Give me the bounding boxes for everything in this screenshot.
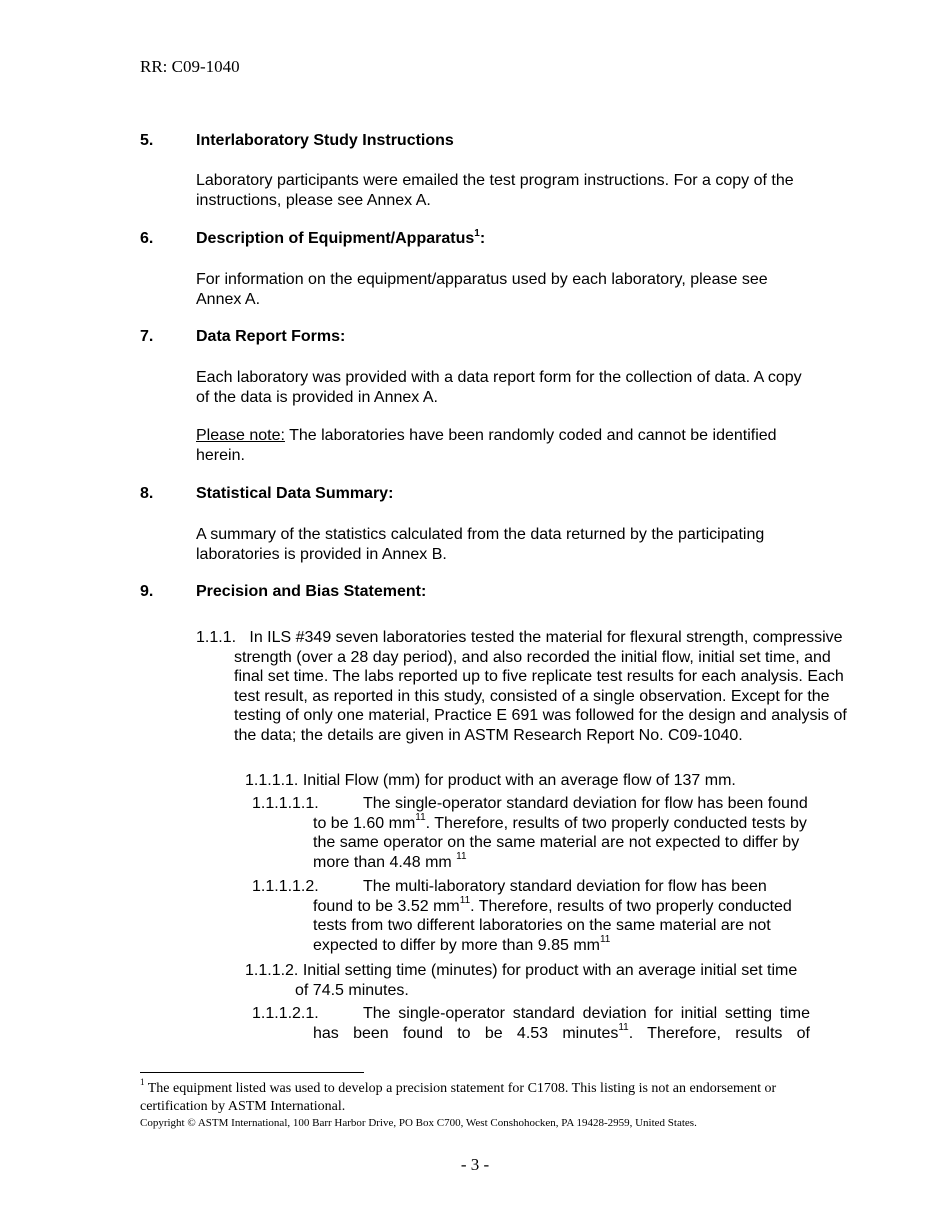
paragraph-1-1-1-2-1-label: 1.1.1.2.1. [252, 1005, 319, 1022]
paragraph-1-1-1-1-1 [252, 794, 811, 872]
section-7-body: Each laboratory was provided with a data report form for the collection of data. A copy of the data is provided in Annex A. [196, 369, 802, 406]
section-6-title [196, 227, 486, 248]
footnote-1-text: The equipment listed was used to develop a precision statement for C1708. This listing is not an endorsement or certification by ASTM International. [140, 1081, 777, 1114]
section-7-note [196, 426, 816, 465]
paragraph-1-1-1-1-1-text-b: . Therefore, results of two properly conducted tests by the same operator on the same material are not expected to differ by more than 4.48 mm [313, 814, 807, 871]
section-6-body: For information on the equipment/apparatus used by each laboratory, please see Annex A. [196, 271, 768, 308]
section-7-title: Data Report Forms: [196, 328, 346, 345]
paragraph-1-1-1-1 [245, 771, 811, 791]
paragraph-1-1-1-1-text: Initial Flow (mm) for product with an average flow of 137 mm. [302, 772, 736, 789]
section-5-title: Interlaboratory Study Instructions [196, 132, 454, 149]
paragraph-1-1-1-1-2-label: 1.1.1.1.2. [252, 878, 319, 895]
section-6-number: 6. [140, 230, 154, 247]
paragraph-1-1-1-2-1-text-a: The single-operator standard deviation for initial setting time has been found to be 4.53 minutes [313, 1005, 810, 1042]
paragraph-1-1-1-2 [245, 961, 809, 1000]
paragraph-1-1-1-2-label: 1.1.1.2. [245, 962, 299, 979]
copyright-notice: Copyright © ASTM International, 100 Barr Harbor Drive, PO Box C700, West Conshohocken, PA 19428-2959, United States. [140, 1117, 697, 1129]
page-number: - 3 - [460, 1155, 490, 1174]
section-8-number: 8. [140, 485, 154, 502]
paragraph-1-1-1-2-text: Initial setting time (minutes) for product with an average initial set time of 74.5 minutes. [295, 962, 798, 999]
paragraph-1-1-1-1-1-label: 1.1.1.1.1. [252, 795, 319, 812]
section-9-title: Precision and Bias Statement: [196, 583, 427, 600]
paragraph-1-1-1-text: In ILS #349 seven laboratories tested the material for flexural strength, compressive strength (over a 28 day period), and also recorded the initial flow, initial set time, and final set time. The labs reported up to five replicate test results for each analysis. Each test result, as reported in this study, consisted of a single observation. Except for the testing of only one material, Practice E 691 was followed for the design and analysis of the data; the details are given in ASTM Research Report No. C09-1040. [234, 629, 847, 744]
paragraph-1-1-1-1-2 [252, 877, 811, 955]
reference-11-e: 11 [618, 1022, 629, 1034]
reference-11-c: 11 [459, 895, 471, 907]
paragraph-1-1-1 [196, 628, 850, 746]
reference-11-b: 11 [456, 851, 467, 863]
section-8-title: Statistical Data Summary: [196, 485, 394, 502]
footnote-1 [140, 1077, 800, 1116]
section-6-title-text: Description of Equipment/Apparatus [196, 230, 475, 247]
footnote-1-marker: 1 [140, 1077, 145, 1088]
paragraph-1-1-1-2-1 [252, 1004, 810, 1043]
section-5-number: 5. [140, 132, 154, 149]
paragraph-1-1-1-label: 1.1.1. [196, 629, 237, 646]
footnote-separator [140, 1072, 364, 1073]
paragraph-1-1-1-1-2-text-b: . Therefore, results of two properly conducted tests from two different laboratories on the same material are not expected to differ by more than 9.85 mm [313, 897, 792, 954]
section-9-number: 9. [140, 583, 154, 600]
paragraph-1-1-1-1-label: 1.1.1.1. [245, 772, 299, 789]
section-7-number: 7. [140, 328, 154, 345]
paragraph-1-1-1-1-2-text-a: The multi-laboratory standard deviation for flow has been found to be 3.52 mm [313, 878, 767, 915]
report-id-header: RR: C09-1040 [140, 57, 240, 76]
paragraph-1-1-1-2-1-text-b: . Therefore, results of [628, 1024, 810, 1042]
please-note-label: Please note: [196, 427, 285, 444]
footnote-1-reference: 1 [474, 227, 480, 239]
paragraph-1-1-1-1-1-text-a: The single-operator standard deviation for flow has been found to be 1.60 mm [313, 795, 808, 832]
please-note-text: The laboratories have been randomly coded and cannot be identified herein. [196, 427, 777, 464]
section-8-body: A summary of the statistics calculated from the data returned by the participating laboratories is provided in Annex B. [196, 526, 765, 563]
section-6-title-colon: : [479, 230, 486, 247]
reference-11-a: 11 [415, 812, 426, 824]
section-5-body: Laboratory participants were emailed the test program instructions. For a copy of the instructions, please see Annex A. [196, 172, 794, 209]
reference-11-d: 11 [599, 934, 611, 946]
